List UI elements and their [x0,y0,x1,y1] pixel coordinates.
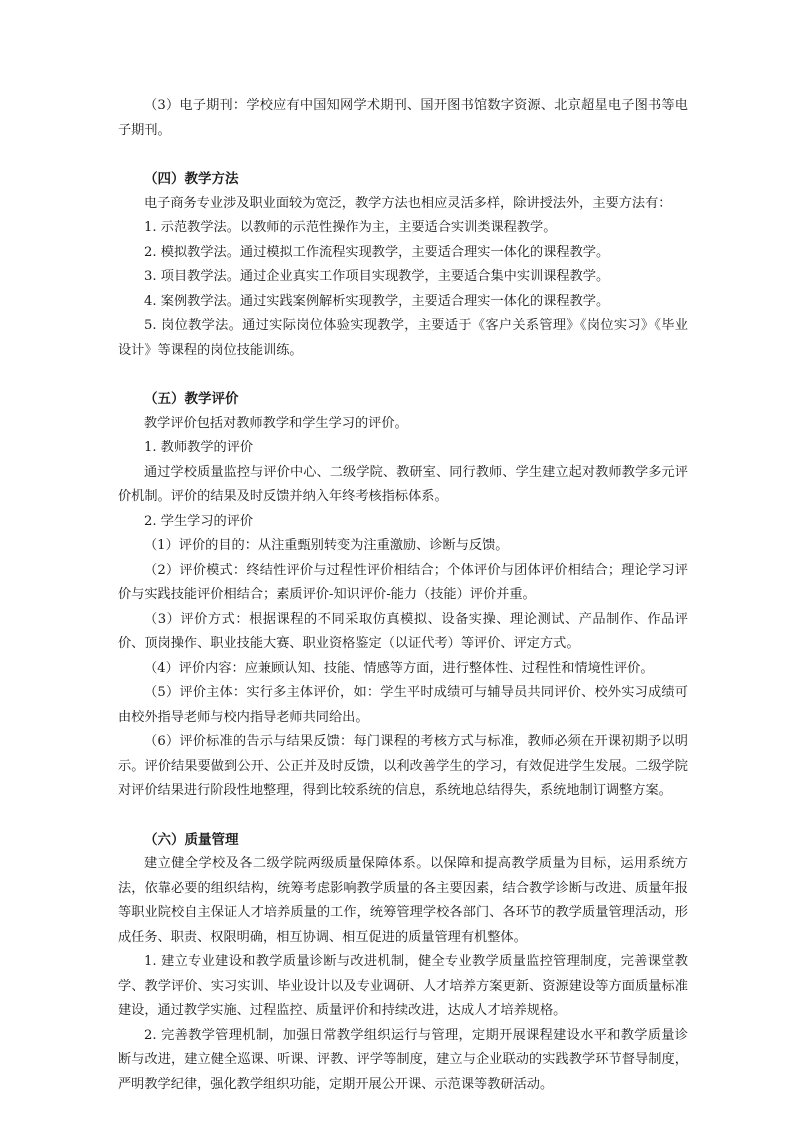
student-evaluation-item: （6）评价标准的告示与结果反馈：每门课程的考核方式与标准，教师必须在开课初期予以明示。评价结果要做到公开、公正并及时反馈，以利改善学生的学习，有效促进学生发展。二级学院对评价结果进行阶段性地整理，得到比较系统的信息，系统地总结得失，系统地制订调整方案。 [118,734,688,798]
spacer [118,804,688,828]
teacher-evaluation-text: 通过学校质量监控与评价中心、二级学院、教研室、同行教师、学生建立起对教师教学多元评价机制。评价的结果及时反馈并纳入年终考核指标体系。 [118,464,688,504]
quality-management-intro: 建立健全学校及各二级学院两级质量保障体系。以保障和提高教学质量为目标，运用系统方法，依靠必要的组织结构，统筹考虑影响教学质量的各主要因素，结合教学诊断与改进、质量年报等职业院校自主保证人才培养质量的工作，统筹管理学校各部门、各环节的教学质量管理活动，形成任务、职责、权限明确，相互协调、相互促进的质量管理有机整体。 [118,856,688,945]
student-evaluation-item: （4）评价内容：应兼顾认知、技能、情感等方面，进行整体性、过程性和情境性评价。 [144,660,654,676]
spacer [118,143,688,167]
evaluation-intro: 教学评价包括对教师教学和学生学习的评价。 [144,415,408,431]
method-item: 5. 岗位教学法。通过实际岗位体验实现教学，主要适于《客户关系管理》《岗位实习》《毕业设计》等课程的岗位技能训练。 [118,318,688,358]
quality-management-item: 2. 完善教学管理机制，加强日常教学组织运行与管理，定期开展课程建设水平和教学质量诊断与改进，建立健全巡课、听课、评教、评学等制度，建立与企业联动的实践教学环节督导制度，严明教学纪律，强化教学组织功能，定期开展公开课、示范课等教研活动。 [118,1027,688,1092]
teaching-evaluation-heading: （五）教学评价 [144,391,239,407]
student-evaluation-item: （5）评价主体：实行多主体评价，如：学生平时成绩可与辅导员共同评价、校外实习成绩可由校外指导老师与校内指导老师共同给出。 [118,685,688,725]
spacer [118,363,688,387]
method-item: 4. 案例教学法。通过实践案例解析实现教学，主要适合理实一体化的课程教学。 [144,293,610,309]
method-item: 2. 模拟教学法。通过模拟工作流程实现教学，主要适合理实一体化的课程教学。 [144,244,610,260]
teacher-evaluation-title: 1. 教师教学的评价 [144,440,254,455]
teaching-methods-heading: （四）教学方法 [144,171,239,187]
document-page [118,94,688,1097]
teaching-methods-intro: 电子商务专业涉及职业面较为宽泛，教学方法也相应灵活多样，除讲授法外，主要方法有： [144,195,672,211]
quality-management-heading: （六）质量管理 [144,831,239,848]
student-evaluation-title: 2. 学生学习的评价 [144,513,254,529]
journal-resources-paragraph: （3）电子期刊：学校应有中国知网学术期刊、国开图书馆数字资源、北京超星电子图书等电子期刊。 [118,98,688,138]
method-item: 1. 示范教学法。以教师的示范性操作为主，主要适合实训类课程教学。 [144,220,557,235]
student-evaluation-item: （2）评价模式：终结性评价与过程性评价相结合；个体评价与团体评价相结合；理论学习评价与实践技能评价相结合；素质评价-知识评价-能力（技能）评价并重。 [118,562,688,602]
student-evaluation-item: （3）评价方式：根据课程的不同采取仿真模拟、设备实操、理论测试、产品制作、作品评价、顶岗操作、职业技能大赛、职业资格鉴定（以证代考）等评价、评定方式。 [118,611,688,651]
quality-management-item: 1. 建立专业建设和教学质量诊断与改进机制，健全专业教学质量监控管理制度，完善课堂教学、教学评价、实习实训、毕业设计以及专业调研、人才培养方案更新、资源建设等方面质量标准建设，通过教学实施、过程监控、质量评价和持续改进，达成人才培养规格。 [118,954,688,1018]
student-evaluation-item: （1）评价的目的：从注重甄别转变为注重激励、诊断与反馈。 [144,538,509,553]
method-item: 3. 项目教学法。通过企业真实工作项目实现教学，主要适合集中实训课程教学。 [144,269,610,284]
